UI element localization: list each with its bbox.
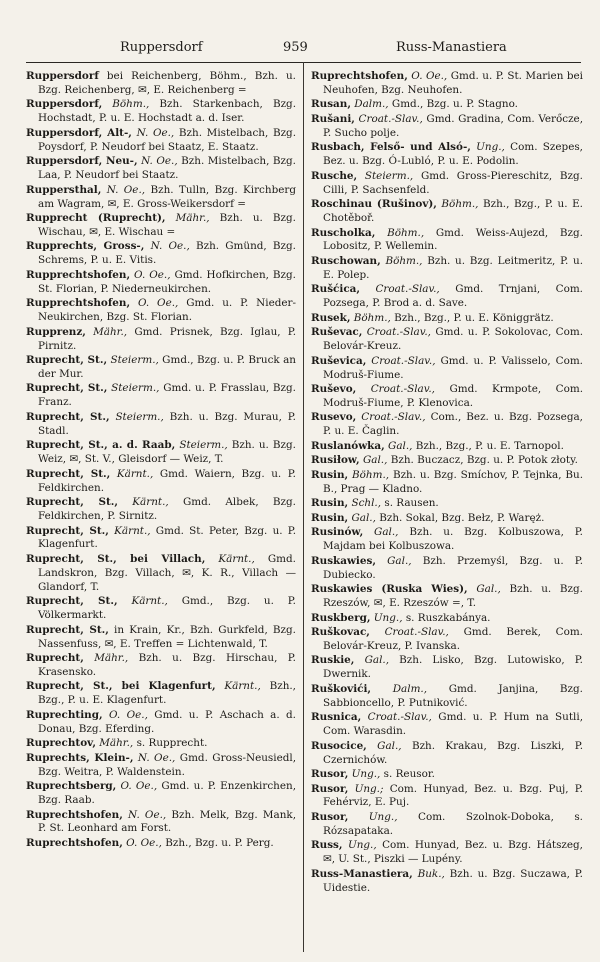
entry-term: Rušani, <box>311 112 355 125</box>
entry-term: Ruprecht, St., <box>26 467 111 480</box>
gazetteer-entry <box>311 454 583 468</box>
entry-details: Gmd. u. P. Sokolovac, Com. Belovár-Kreuz. <box>323 326 583 353</box>
entry-term: Ruskberg, <box>311 611 371 624</box>
entry-details: Gmd. Waiern, Bzg. u. P. Feldkirchen. <box>38 467 296 494</box>
entry-region: Steierm., <box>111 382 160 395</box>
entry-details: Gmd., Bzg. u. P. Völkermarkt. <box>38 595 296 622</box>
entry-region: Croat.-Slav., <box>358 112 423 125</box>
entry-term: Ruprecht, St., a. d. Raab, <box>26 439 176 452</box>
entry-term: Rusor, <box>311 810 349 823</box>
entry-details: Gmd. u. P. St. Marien bei Neuhofen, Bzg. Neuhofen. <box>323 70 583 96</box>
entry-term: Ruskawies, <box>311 554 376 567</box>
entry-region: Ung., <box>351 768 381 781</box>
entry-details: Gmd. Janjina, Bzg. Sabbioncello, P. Putniković. <box>323 682 583 709</box>
entry-region: Gal., <box>387 554 412 567</box>
entry-region: Kärnt., <box>131 595 168 608</box>
entry-details: Gmd. u. P. Frasslau, Bzg. Franz. <box>38 382 296 409</box>
entry-term: Russ-Manastiera, <box>311 867 413 880</box>
gazetteer-entry <box>26 240 296 268</box>
gazetteer-entry <box>311 383 583 411</box>
entry-region: Ung., <box>373 611 403 624</box>
entry-details: Bzh., Bzg. u. P. Perg. <box>165 836 274 849</box>
entry-details: Com. Szepes, Bez. u. Bzg. Ó-Lubló, P. u. E. Podolin. <box>323 141 583 168</box>
entry-details: Bzh. Krakau, Bzg. Liszki, P. Czernichów. <box>323 739 583 766</box>
gazetteer-entry <box>311 312 583 326</box>
entry-details: Gmd. Prisnek, Bzg. Iglau, P. Pirnitz. <box>38 325 296 352</box>
entry-details: Gmd., Bzg. u. P. Bruck an der Mur. <box>38 354 296 380</box>
entry-term: Rupprechts, Gross-, <box>26 240 145 253</box>
entry-term: Ruslanówka, <box>311 439 385 452</box>
entry-details: Gmd. Krmpote, Com. Modruš-Fiume, P. Klenovica. <box>323 383 583 409</box>
entry-term: Rupprecht (Ruprecht), <box>26 212 166 225</box>
entry-details: Bzh. u. Bzg. Smíchov, P. Tejnka, Bu. B., Prag — Kladno. <box>323 468 583 495</box>
entry-region: N. Oe., <box>150 240 190 253</box>
page-number: 959 <box>283 40 308 55</box>
entry-region: O. Oe., <box>411 70 448 82</box>
entry-details: Bzh. u. Bzg. Kolbuszowa, P. Majdam bei Kolbuszowa. <box>323 526 583 553</box>
entry-region: Kärnt., <box>218 552 255 565</box>
entry-region: Ung., <box>347 839 377 852</box>
entry-details: Bzh. Przemyśl, Bzg. u. P. Dubiecko. <box>323 554 583 581</box>
entry-region: O. Oe., <box>126 836 162 849</box>
entry-details: Bzh. Buczacz, Bzg. u. P. Potok złoty. <box>390 454 578 467</box>
entry-details: Bzh. u. Bzg. Weiz, ✉, St. V., Gleisdorf — Weiz, T. <box>38 439 296 466</box>
entry-region: Croat.-Slav., <box>384 626 449 638</box>
entry-details: Gmd. Weiss-Aujezd, Bzg. Lobositz, P. Wellemin. <box>323 226 583 253</box>
gazetteer-entry <box>311 198 583 226</box>
entry-term: Ruprechting, <box>26 708 103 721</box>
entry-region: Croat.-Slav., <box>361 411 426 424</box>
entry-term: Ruprecht, St., <box>26 623 109 636</box>
entry-term: Rusor, <box>311 782 349 795</box>
entry-details: Bzh. u. Bzg. Wischau, ✉, E. Wischau = <box>38 212 296 238</box>
gazetteer-entry <box>311 612 583 626</box>
entry-region: Böhm., <box>441 198 479 211</box>
entry-region: N. Oe., <box>106 183 146 196</box>
entry-details: s. Rupprecht. <box>136 737 208 750</box>
entry-term: Ruprecht, St., <box>26 410 110 423</box>
entry-region: Croat.-Slav., <box>370 383 435 396</box>
entry-region: O. Oe., <box>120 780 158 793</box>
entry-term: Ruševac, <box>311 326 363 339</box>
gazetteer-entry <box>26 468 296 496</box>
entry-region: Steierm., <box>179 439 228 452</box>
entry-region: Croat.-Slav., <box>366 326 431 339</box>
gazetteer-entry <box>26 354 296 382</box>
entry-details: Bzh. Tulln, Bzg. Kirchberg am Wagram, ✉, E. Gross-Weikersdorf = <box>38 183 296 210</box>
entry-term: Ruppersdorf, <box>26 98 103 111</box>
entry-region: Dalm., <box>354 98 389 111</box>
entry-details: Bzh., Bzg., P. u. E. Klagenfurt. <box>38 680 296 707</box>
entry-term: Rupprechtshofen, <box>26 268 131 281</box>
entry-term: Ruppersthal, <box>26 183 102 196</box>
entry-region: Böhm., <box>353 311 391 324</box>
entry-term: Ruprecht, St., <box>26 524 109 537</box>
entry-term: Ruprecht, St., <box>26 595 118 608</box>
entry-region: Gal., <box>351 511 376 524</box>
gazetteer-entry <box>26 70 296 98</box>
entry-region: N. Oe., <box>136 126 175 139</box>
entry-region: Steierm., <box>110 354 159 367</box>
gazetteer-entry <box>311 740 583 768</box>
entry-term: Ruprechtshofen, <box>26 836 123 849</box>
entry-term: Rusor, <box>311 768 349 781</box>
gazetteer-entry <box>311 411 583 439</box>
gazetteer-entry <box>26 553 296 595</box>
entry-details: s. Rausen. <box>384 497 439 510</box>
entry-term: Rupprechtshofen, <box>26 297 131 310</box>
entry-details: Gmd. u. P. Enzenkirchen, Bzg. Raab. <box>38 780 297 807</box>
gazetteer-entry <box>311 839 583 867</box>
entry-region: Kärnt., <box>116 467 154 480</box>
entry-region: Buk., <box>417 867 445 880</box>
entry-details: Gmd. Trnjani, Com. Pozsega, P. Brod a. d. Save. <box>323 283 583 310</box>
entry-region: N. Oe., <box>141 155 178 168</box>
gazetteer-entry <box>311 440 583 454</box>
entry-region: Mähr., <box>94 652 129 665</box>
gazetteer-entry <box>26 184 296 212</box>
entry-term: Rusin, <box>311 468 349 481</box>
entry-region: Gal., <box>476 583 501 596</box>
page-header <box>0 40 600 58</box>
entry-details: Gmd. u. P. Valisselo, Com. Modruš-Fiume. <box>323 354 583 381</box>
entry-region: Gal., <box>364 654 390 667</box>
entry-term: Rupprenz, <box>26 325 86 338</box>
gazetteer-entry <box>26 525 296 553</box>
entry-details: Gmd. Albek, Bzg. Feldkirchen, P. Sirnitz. <box>38 496 296 522</box>
entry-term: Ruprechtshofen, <box>26 808 123 821</box>
entry-region: Mähr., <box>93 325 128 338</box>
entry-details: Bzh. Mistelbach, Bzg. Laa, P. Neudorf bei Staatz. <box>38 155 296 182</box>
gazetteer-entry <box>26 595 296 623</box>
entry-region: Böhm., <box>352 468 390 481</box>
entry-term: Rusek, <box>311 311 351 324</box>
entry-term: Ruscholka, <box>311 226 376 239</box>
entry-details: Bzh. Lisko, Bzg. Lutowisko, P. Dwernik. <box>323 654 583 681</box>
gazetteer-entry <box>26 297 296 325</box>
gazetteer-entry <box>26 98 296 126</box>
gazetteer-entry <box>311 526 583 554</box>
gazetteer-entry <box>311 497 583 511</box>
entry-region: Gal., <box>388 439 413 452</box>
gazetteer-entry <box>311 141 583 169</box>
entry-region: Böhm., <box>112 98 150 111</box>
entry-details: bei Reichenberg, Böhm., Bzh. u. Bzg. Reichenberg, ✉, E. Reichenberg = <box>38 70 296 96</box>
entry-details: Bzh. u. Bzg. Murau, P. Stadl. <box>38 410 296 437</box>
entry-details: Gmd. u. P. Nieder-Neukirchen, Bzg. St. Florian. <box>38 297 297 324</box>
entry-details: Bzh. Gmünd, Bzg. Schrems, P. u. E. Vitis. <box>38 240 296 267</box>
gazetteer-entry <box>311 626 583 654</box>
gazetteer-entry <box>311 512 583 526</box>
gazetteer-entry <box>26 411 296 439</box>
entry-details: Com. Hunyad, Bez. u. Bzg. Puj, P. Fehérviz, E. Puj. <box>323 782 583 809</box>
entry-region: Mähr., <box>175 212 210 225</box>
entry-details: Bzh. u. Bzg. Rzeszów, ✉, E. Rzeszów =, T. <box>323 583 583 609</box>
entry-region: N. Oe., <box>128 808 167 821</box>
entry-details: Com., Bez. u. Bzg. Pozsega, P. u. E. Čaglin. <box>323 411 583 438</box>
gazetteer-entry <box>26 127 296 155</box>
entry-details: Gmd. Landskron, Bzg. Villach, ✉, K. R., Villach — Glandorf, T. <box>38 552 296 593</box>
entry-term: Rusinów, <box>311 526 364 539</box>
entry-term: Rusbach, Felső- und Alsó-, <box>311 141 471 154</box>
entry-details: Gmd. u. P. Aschach a. d. Donau, Bzg. Eferding. <box>38 708 296 735</box>
column-divider <box>303 62 304 952</box>
entry-term: Ruprechtshofen, <box>311 70 408 82</box>
entry-term: Rusevo, <box>311 411 357 424</box>
left-column <box>26 70 296 851</box>
entry-region: O. Oe., <box>109 708 148 721</box>
entry-details: Bzh. u. Bzg. Leitmeritz, P. u. E. Polep. <box>323 254 583 281</box>
entry-details: Bzh. Melk, Bzg. Mank, P. St. Leonhard am Forst. <box>38 808 296 835</box>
entry-term: Ruškovići, <box>311 682 372 695</box>
gazetteer-entry <box>311 170 583 198</box>
entry-details: Bzh., Bzg., P. u. E. Tarnopol. <box>415 439 564 452</box>
gazetteer-entry <box>26 652 296 680</box>
entry-details: Gmd. St. Peter, Bzg. u. P. Klagenfurt. <box>38 524 296 551</box>
entry-term: Rusnica, <box>311 711 362 724</box>
entry-term: Ruprechtov, <box>26 737 96 750</box>
entry-term: Ruševo, <box>311 383 357 396</box>
gazetteer-entry <box>311 255 583 283</box>
gazetteer-entry <box>311 783 583 811</box>
entry-details: s. Ruszkabánya. <box>405 611 491 624</box>
gazetteer-entry <box>26 837 296 851</box>
entry-region: Böhm., <box>385 254 423 267</box>
gazetteer-entry <box>311 768 583 782</box>
entry-term: Ruskie, <box>311 654 355 667</box>
entry-region: Croat.-Slav., <box>367 711 432 724</box>
entry-term: Ruprechtsberg, <box>26 780 117 793</box>
gazetteer-entry <box>26 752 296 780</box>
gazetteer-entry <box>26 269 296 297</box>
entry-term: Rusan, <box>311 98 351 111</box>
entry-term: Ruprecht, <box>26 652 84 665</box>
entry-details: Gmd. Berek, Com. Belovár-Kreuz, P. Ivanska. <box>323 626 583 652</box>
entry-region: N. Oe., <box>137 751 176 764</box>
gazetteer-entry <box>311 469 583 497</box>
entry-region: Gal., <box>362 454 388 467</box>
entry-region: Dalm., <box>392 682 428 695</box>
entry-term: Ruppersdorf, Neu-, <box>26 155 138 168</box>
entry-details: Gmd., Bzg. u. P. Stagno. <box>391 98 518 111</box>
header-left-keyword: Ruppersdorf <box>120 40 203 55</box>
gazetteer-entry <box>311 683 583 711</box>
entry-region: Schl., <box>351 497 382 510</box>
entry-term: Ruprechts, Klein-, <box>26 751 134 764</box>
gazetteer-entry <box>311 654 583 682</box>
gazetteer-entry <box>26 737 296 751</box>
entry-term: Ruprecht, St., bei Klagenfurt, <box>26 680 216 693</box>
entry-details: Gmd. Gradina, Com. Verőcze, P. Sucho polje. <box>323 112 584 139</box>
gazetteer-entry <box>26 680 296 708</box>
entry-details: s. Reusor. <box>383 768 435 781</box>
entry-details: Gmd. Gross-Piereschitz, Bzg. Cilli, P. Sachsenfeld. <box>323 169 583 196</box>
gazetteer-entry <box>26 809 296 837</box>
gazetteer-entry <box>26 709 296 737</box>
right-column <box>311 70 583 896</box>
entry-region: Kärnt., <box>114 524 151 537</box>
entry-details: in Krain, Kr., Bzh. Gurkfeld, Bzg. Nassenfuss, ✉, E. Treffen = Lichtenwald, T. <box>38 623 296 650</box>
entry-region: Steierm., <box>115 410 164 423</box>
gazetteer-entry <box>311 711 583 739</box>
entry-region: Ung., <box>476 141 505 154</box>
entry-term: Ruprecht, St., <box>26 382 108 395</box>
entry-details: Bzh. Starkenbach, Bzg. Hochstadt, P. u. E. Hochstadt a. d. Iser. <box>38 98 297 125</box>
entry-details: Bzh. Mistelbach, Bzg. Poysdorf, P. Neudorf bei Staatz, E. Staatz. <box>38 126 297 153</box>
entry-region: O. Oe., <box>134 268 171 281</box>
gazetteer-entry <box>26 624 296 652</box>
gazetteer-entry <box>26 382 296 410</box>
gazetteer-entry <box>311 70 583 98</box>
entry-details: Bzh. u. Bzg. Hirschau, P. Krasensko. <box>38 652 296 678</box>
gazetteer-entry <box>311 113 583 141</box>
gazetteer-entry <box>311 227 583 255</box>
entry-term: Rušćica, <box>311 283 360 296</box>
entry-region: Gal., <box>374 526 399 539</box>
entry-region: Ung., <box>368 810 398 823</box>
entry-term: Ruškovac, <box>311 626 370 638</box>
entry-region: Böhm., <box>387 226 425 239</box>
entry-region: O. Oe., <box>137 297 179 310</box>
entry-term: Ruppersdorf, Alt-, <box>26 126 132 139</box>
entry-region: Gal., <box>377 739 402 752</box>
entry-term: Rusin, <box>311 497 349 510</box>
entry-details: Bzh. Sokal, Bzg. Bełz, P. Waręż. <box>379 511 545 524</box>
gazetteer-entry <box>311 868 583 896</box>
entry-details: Bzh. u. Bzg. Suczawa, P. Uidestie. <box>323 867 583 894</box>
gazetteer-entry <box>26 326 296 354</box>
entry-term: Rusin, <box>311 511 349 524</box>
gazetteer-entry <box>26 496 296 524</box>
entry-details: Bzh., Bzg., P. u. E. Chotěboř. <box>323 198 583 225</box>
entry-term: Ruševica, <box>311 354 367 367</box>
entry-term: Ruppersdorf <box>26 70 99 82</box>
entry-term: Ruprecht, St., bei Villach, <box>26 552 206 565</box>
gazetteer-entry <box>311 555 583 583</box>
entry-details: Com. Hunyad, Bez. u. Bzg. Hátszeg, ✉, U. St., Piszki — Lupény. <box>323 839 583 866</box>
entry-region: Croat.-Slav., <box>375 283 440 296</box>
header-right-keyword: Russ-Manastiera <box>396 40 507 55</box>
gazetteer-entry <box>26 780 296 808</box>
entry-term: Rusche, <box>311 169 358 182</box>
entry-term: Roschinau (Rušinov), <box>311 198 437 211</box>
entry-term: Ruprecht, St., <box>26 496 118 509</box>
gazetteer-entry <box>26 439 296 467</box>
entry-region: Ung.; <box>354 782 384 795</box>
entry-region: Mähr., <box>99 737 134 750</box>
gazetteer-entry <box>311 811 583 839</box>
gazetteer-entry <box>311 98 583 112</box>
gazetteer-entry <box>26 212 296 240</box>
gazetteer-entry <box>26 155 296 183</box>
entry-details: Gmd. Hofkirchen, Bzg. St. Florian, P. Niederneukirchen. <box>38 268 296 295</box>
entry-region: Steierm., <box>364 169 414 182</box>
entry-term: Ruskawies (Ruska Wies), <box>311 583 468 596</box>
entry-details: Bzh., Bzg., P. u. E. Königgrätz. <box>394 311 554 324</box>
entry-details: Com. Szolnok-Doboka, s. Rózsapataka. <box>323 810 583 837</box>
entry-details: Gmd. u. P. Hum na Sutli, Com. Warasdin. <box>323 711 583 738</box>
entry-region: Kärnt., <box>224 680 261 693</box>
entry-region: Croat.-Slav., <box>371 354 436 367</box>
entry-details: Gmd. Gross-Neusiedl, Bzg. Weitra, P. Waldenstein. <box>38 751 297 778</box>
entry-region: Kärnt., <box>132 496 169 509</box>
entry-term: Russ, <box>311 839 343 852</box>
gazetteer-entry <box>311 583 583 611</box>
gazetteer-entry <box>311 355 583 383</box>
gazetteer-entry <box>311 283 583 311</box>
gazetteer-entry <box>311 326 583 354</box>
entry-term: Ruschowan, <box>311 254 381 267</box>
entry-term: Ruprecht, St., <box>26 354 108 367</box>
entry-term: Rusiłow, <box>311 454 360 467</box>
entry-term: Rusocice, <box>311 739 367 752</box>
